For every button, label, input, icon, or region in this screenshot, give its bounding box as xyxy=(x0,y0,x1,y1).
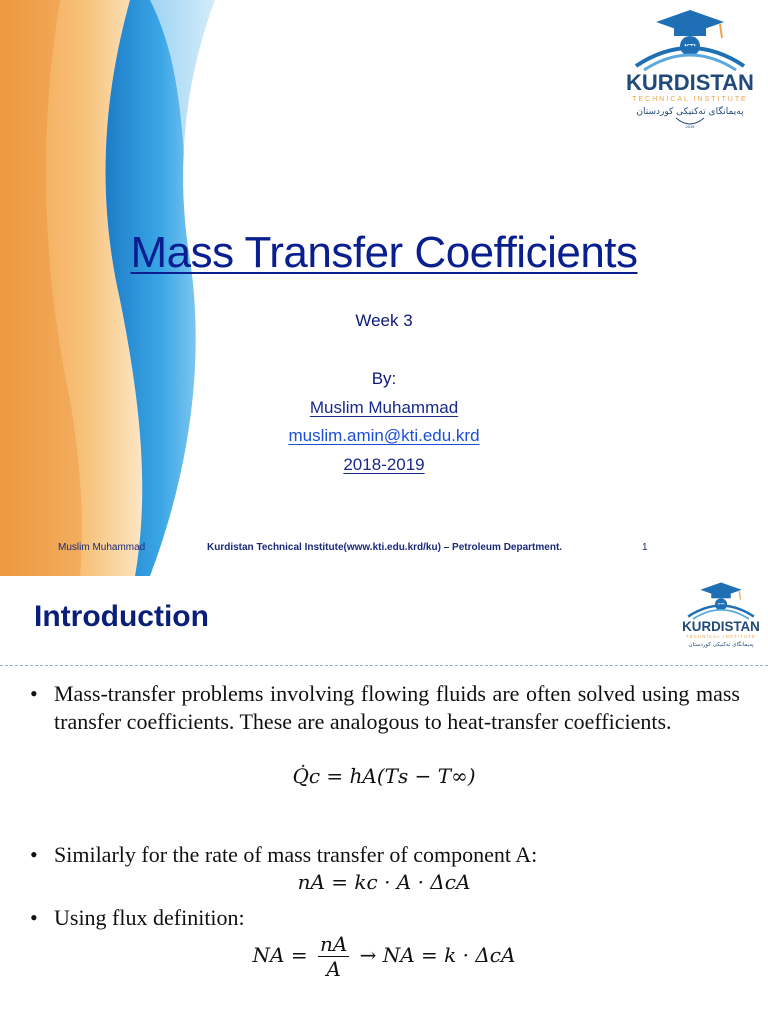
bullet-text: Mass-transfer problems involving flowing fluids are often solved using mass transfer coefficients. These are analogous to heat-transfer coefficients. xyxy=(54,681,740,734)
equation-mass-rate: 𝑛𝐴 = 𝑘𝑐 · 𝐴 · Δ𝑐𝐴 xyxy=(297,870,471,894)
logo-subtitle: TECHNICAL INSTITUTE xyxy=(632,96,748,103)
bullet-text: Similarly for the rate of mass transfer of component A: xyxy=(54,842,538,867)
equation-heat-transfer: Q̇𝑐 = ℎ𝐴(𝑇𝑠 − 𝑇∞) xyxy=(292,764,476,788)
kti-logo xyxy=(616,8,764,132)
week-label: Week 3 xyxy=(355,311,413,330)
bullet-dot: • xyxy=(30,905,38,930)
logo-arabic: پەیمانگای تەکنیکی کوردستان xyxy=(636,107,744,117)
equation-flux xyxy=(0,932,768,981)
logo-year: 2015 xyxy=(685,124,695,129)
heading-divider xyxy=(0,665,768,666)
bullet-dot: • xyxy=(30,842,38,867)
bullet-dot: • xyxy=(30,681,38,706)
bullet-item xyxy=(30,680,740,736)
academic-year: 2018-2019 xyxy=(343,455,425,474)
fraction-numerator: 𝑛𝐴 xyxy=(319,932,348,956)
slide-title[interactable]: Mass Transfer Coefficients xyxy=(130,228,638,277)
flux-rhs: → 𝑁𝐴 = 𝑘 · Δ𝑐𝐴 xyxy=(359,943,516,967)
page-number: 1 xyxy=(642,542,648,553)
kti-logo-small xyxy=(676,580,766,658)
flux-lhs: 𝑁𝐴 = xyxy=(252,943,308,967)
bullet-item xyxy=(30,904,740,932)
logo-arabic: پەیمانگای تەکنیکی کوردستان xyxy=(688,641,754,648)
logo-name: KURDISTAN xyxy=(682,619,760,635)
logo-badge: KTI xyxy=(684,44,696,51)
bullet-item xyxy=(30,841,740,869)
fraction-denominator: 𝐴 xyxy=(326,957,341,981)
slide-heading: Introduction xyxy=(34,600,209,633)
logo-subtitle: TECHNICAL INSTITUTE xyxy=(685,633,757,639)
introduction-slide xyxy=(0,576,768,1024)
bullet-text: Using flux definition: xyxy=(54,905,245,930)
footer-author: Muslim Muhammad xyxy=(58,542,146,553)
logo-name: KURDISTAN xyxy=(626,70,754,95)
logo-badge: KTI xyxy=(717,602,725,608)
by-label: By: xyxy=(371,369,397,388)
flux-fraction xyxy=(318,932,349,981)
author-name: Muslim Muhammad xyxy=(309,398,459,417)
footer-institute: Kurdistan Technical Institute(www.kti.edu.krd/ku) – Petroleum Department. xyxy=(207,542,563,553)
author-email-link[interactable]: muslim.amin@kti.edu.krd xyxy=(288,426,480,445)
